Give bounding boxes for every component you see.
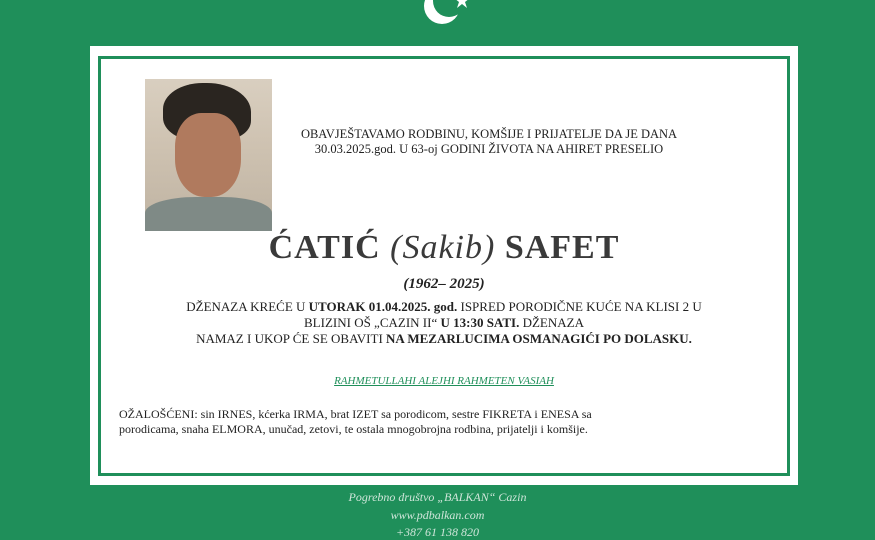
funeral-details — [141, 299, 747, 347]
announcement-line-1: OBAVJEŠTAVAMO RODBINU, KOMŠIJE I PRIJATELJE DA JE DANA — [300, 127, 678, 141]
funeral-line-3: NAMAZ I UKOP ĆE SE OBAVITI NA MEZARLUCIMA OSMANAGIĆI PO DOLASKU. — [196, 331, 692, 346]
mourners-line-2: porodicama, snaha ELMORA, unučad, zetovi, te ostala mnogobrojna rodbina, prijatelji i komšije. — [119, 422, 588, 436]
funeral-line-1: DŽENAZA KREĆE U UTORAK 01.04.2025. god. ISPRED PORODIČNE KUĆE NA KLISI 2 U — [186, 299, 702, 314]
prayer-text: RAHMETULLAHI ALEJHI RAHMETEN VASIAH — [334, 375, 554, 387]
surname: ĆATIĆ — [268, 229, 381, 266]
mourners-line-1: OŽALOŠĆENI: sin IRNES, kćerka IRMA, brat IZET sa porodicom, sestre FIKRETA i ENESA sa — [119, 407, 592, 421]
deceased-photo — [145, 79, 272, 231]
crescent-star-icon — [416, 0, 472, 38]
footer-website: www.pdbalkan.com — [390, 508, 485, 522]
footer-phone: +387 61 138 820 — [395, 525, 480, 539]
mourners-text — [119, 407, 745, 437]
funeral-line-2: BLIZINI OŠ „CAZIN II“ U 13:30 SATI. DŽENAZA — [304, 315, 584, 330]
notice-border — [98, 56, 790, 476]
announcement-line-2: 30.03.2025.god. U 63-oj GODINI ŽIVOTA NA AHIRET PRESELIO — [314, 142, 664, 156]
footer-company: Pogrebno društvo „BALKAN“ Cazin — [348, 490, 527, 504]
first-name: SAFET — [504, 229, 620, 266]
announcement-text — [279, 127, 699, 157]
notice-card — [90, 46, 798, 485]
father-name: (Sakib) — [390, 229, 496, 266]
life-years: (1962– 2025) — [403, 276, 485, 292]
deceased-name — [101, 229, 787, 267]
